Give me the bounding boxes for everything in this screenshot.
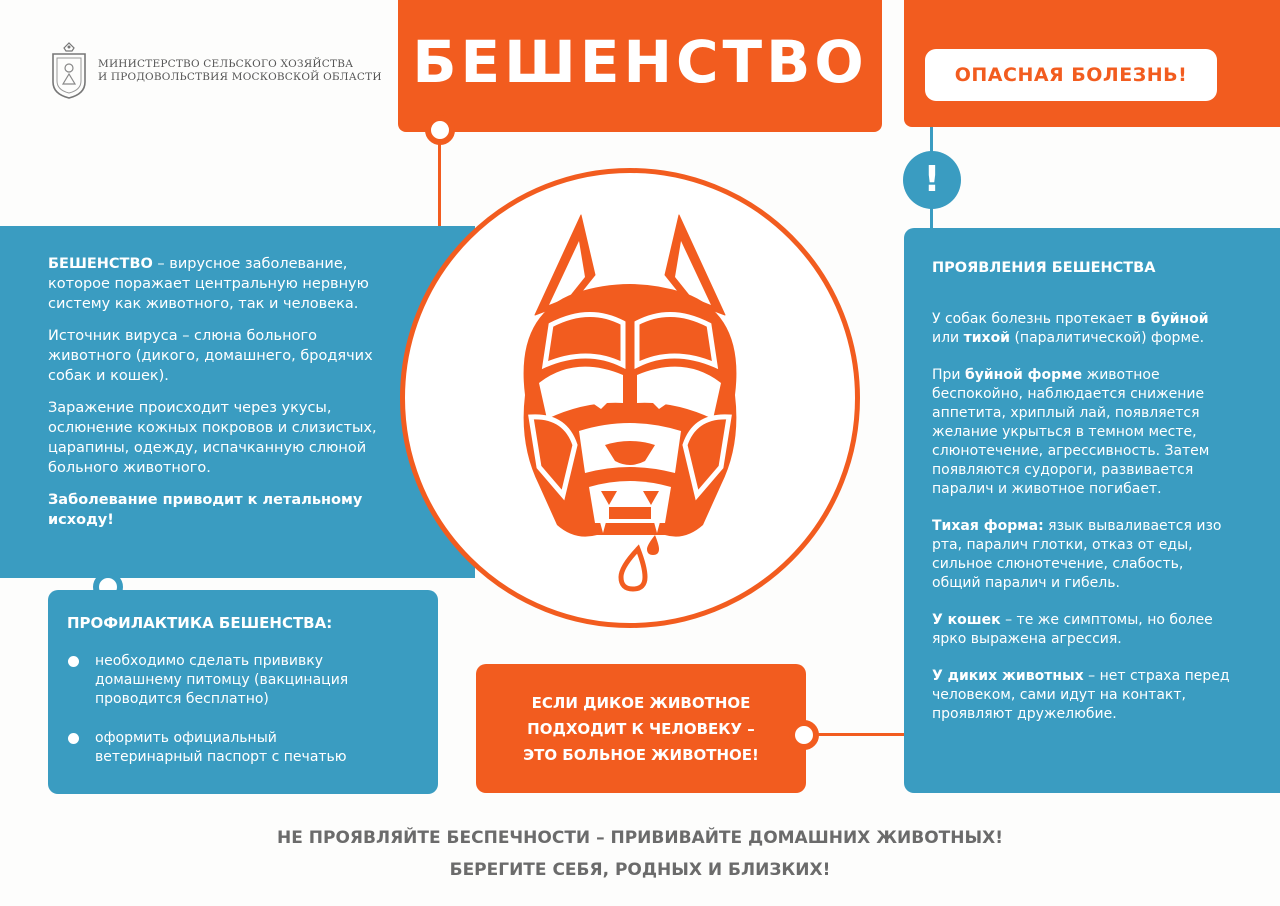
- page-title: БЕШЕНСТВО: [412, 28, 868, 96]
- quiet-form-paragraph: Тихая форма: язык вываливается изо рта, паралич глотки, отказ от еды, сильное слюнотечение, слабость, общий паралич и гибель.: [932, 518, 1222, 591]
- ministry-line2: И ПРОДОВОЛЬСТВИЯ МОСКОВСКОЙ ОБЛАСТИ: [98, 71, 382, 83]
- bullet-icon: [68, 656, 79, 667]
- angry-dog-icon: [505, 205, 755, 615]
- symptoms-title: ПРОЯВЛЕНИЯ БЕШЕНСТВА: [932, 260, 1156, 276]
- lethal-warning: Заболевание приводит к летальному исходу!: [48, 492, 363, 528]
- title-banner: [398, 0, 882, 132]
- definition-term: БЕШЕНСТВО: [48, 256, 153, 272]
- definition-body: – вирусное заболевание, которое поражает центральную нервную систему как животного, так и человека.: [48, 256, 369, 312]
- ministry-header: [50, 42, 382, 100]
- prevention-title: ПРОФИЛАКТИКА БЕШЕНСТВА:: [67, 614, 333, 632]
- symptoms-text: [932, 310, 1232, 742]
- definition-paragraph: [48, 254, 378, 314]
- list-item: необходимо сделать прививку домашнему питомцу (вакцинация проводится бесплатно): [67, 652, 387, 709]
- warning-connector-line: [806, 733, 904, 736]
- wild-animals-paragraph: У диких животных – нет страха перед человеком, сами идут на контакт, проявляют дружелюбие.: [932, 668, 1230, 722]
- dog-forms-paragraph: У собак болезнь протекает в буйной или тихой (паралитической) форме.: [932, 311, 1209, 346]
- footer-line1: НЕ ПРОЯВЛЯЙТЕ БЕСПЕЧНОСТИ – ПРИВИВАЙТЕ ДОМАШНИХ ЖИВОТНЫХ!: [277, 828, 1003, 848]
- virus-source-paragraph: Источник вируса – слюна больного животного (дикого, домашнего, бродячих собак и кошек).: [48, 328, 373, 384]
- list-item: оформить официальный ветеринарный паспорт с печатью: [67, 729, 387, 767]
- footer-line2: БЕРЕГИТЕ СЕБЯ, РОДНЫХ И БЛИЗКИХ!: [449, 860, 831, 880]
- prevention-list: [67, 652, 387, 787]
- bullet-icon: [68, 733, 79, 744]
- cats-paragraph: У кошек – те же симптомы, но более ярко выражена агрессия.: [932, 612, 1213, 647]
- definition-text: [48, 254, 378, 542]
- warning-connector-dot: [789, 720, 819, 750]
- title-connector-dot: [425, 115, 455, 145]
- danger-label: ОПАСНАЯ БОЛЕЗНЬ!: [925, 49, 1217, 101]
- footer-slogan: [0, 822, 1280, 886]
- saliva-drop-icon: [621, 549, 645, 589]
- ministry-name: [98, 58, 382, 84]
- violent-form-paragraph: При буйной форме животное беспокойно, наблюдается снижение аппетита, хриплый лай, появляется желание укрыться в темном месте, слюнотечение, агрессивность. Затем появляются судороги, развивается паралич и животное погибает.: [932, 367, 1210, 497]
- ministry-line1: МИНИСТЕРСТВО СЕЛЬСКОГО ХОЗЯЙСТВА: [98, 58, 354, 70]
- exclamation-icon: !: [903, 151, 961, 209]
- infection-paragraph: Заражение происходит через укусы, ослюнение кожных покровов и слизистых, царапины, одежду, испачканную слюной больного животного.: [48, 400, 377, 476]
- title-connector-line: [438, 132, 441, 228]
- wild-animal-warning: ЕСЛИ ДИКОЕ ЖИВОТНОЕ ПОДХОДИТ К ЧЕЛОВЕКУ – ЭТО БОЛЬНОЕ ЖИВОТНОЕ!: [523, 694, 759, 764]
- coat-of-arms-icon: [50, 42, 88, 100]
